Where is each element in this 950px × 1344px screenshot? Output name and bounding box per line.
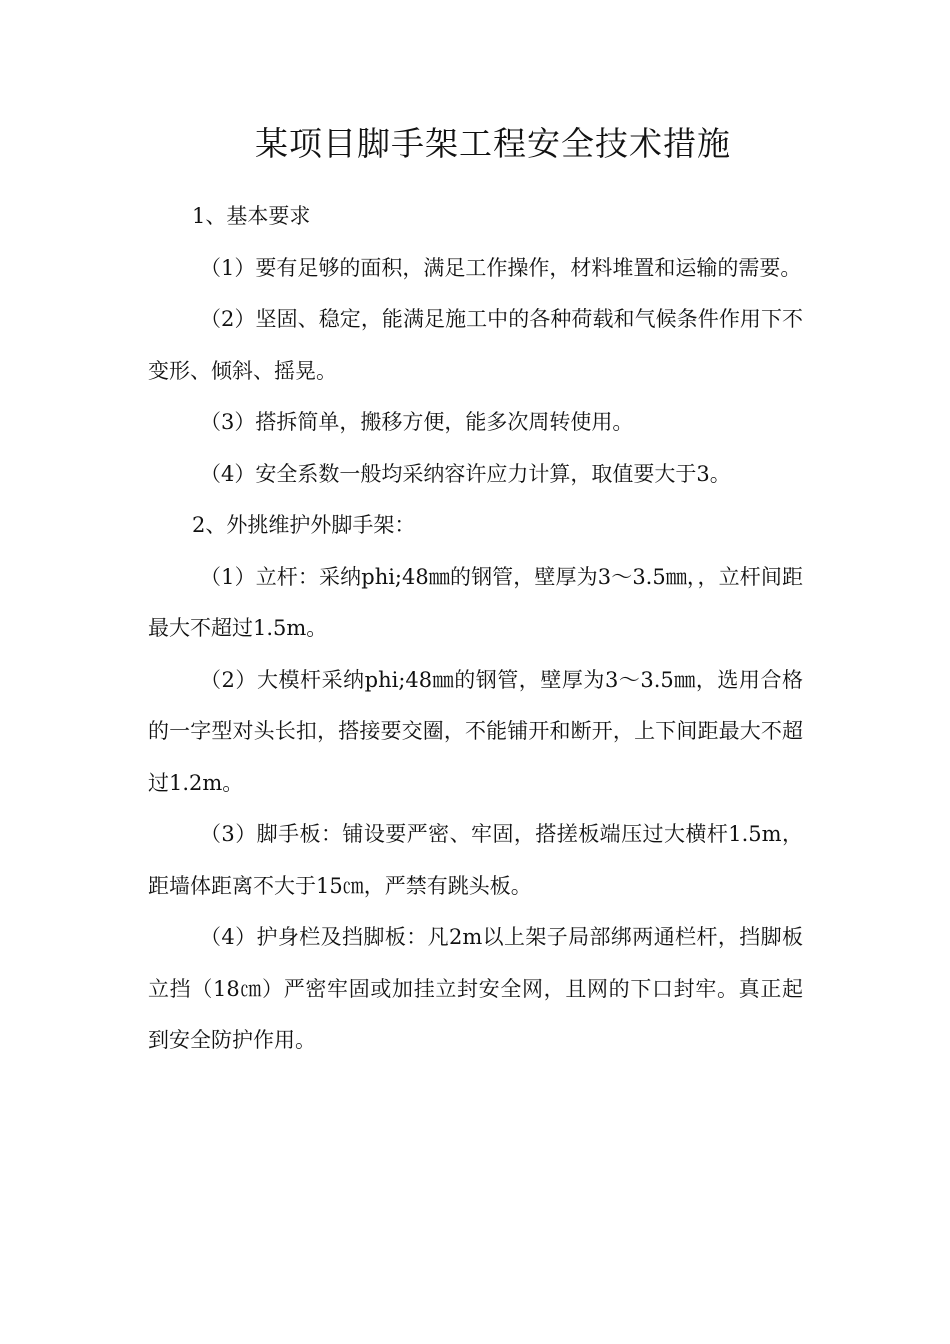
paragraph-item: （1）立杆：采纳phi;48㎜的钢管，壁厚为3～3.5㎜，，立杆间距最大不超过1.5m。	[148, 564, 803, 640]
paragraph-item: （4）安全系数一般均采纳容许应力计算，取值要大于3。	[200, 461, 731, 486]
document-body	[148, 191, 803, 1067]
paragraph-item: （2）坚固、稳定，能满足施工中的各种荷载和气候条件作用下不变形、倾斜、摇晃。	[148, 307, 803, 383]
paragraph-item: （4）护身栏及挡脚板：凡2m以上架子局部绑两通栏杆，挡脚板立挡（18㎝）严密牢固或加挂立封安全网，且网的下口封牢。真正起到安全防护作用。	[148, 925, 803, 1052]
paragraph-item: （3）脚手板：铺设要严密、牢固，搭搓板端压过大横杆1.5m，距墙体距离不大于15㎝，严禁有跳头板。	[148, 822, 803, 898]
paragraph-item: （2）大模杆采纳phi;48㎜的钢管，壁厚为3～3.5㎜，选用合格的一字型对头长扣，搭接要交圈，不能铺开和断开，上下间距最大不超过1.2m。	[148, 667, 803, 795]
document-title: 某项目脚手架工程安全技术措施	[255, 124, 731, 163]
section-heading-external-scaffold: 2、外挑维护外脚手架：	[192, 513, 416, 537]
section-heading-basic-requirements: 1、基本要求	[192, 204, 311, 228]
paragraph-item: （1）要有足够的面积，满足工作操作，材料堆置和运输的需要。	[200, 255, 802, 280]
paragraph-item: （3）搭拆简单，搬移方便，能多次周转使用。	[200, 410, 634, 434]
